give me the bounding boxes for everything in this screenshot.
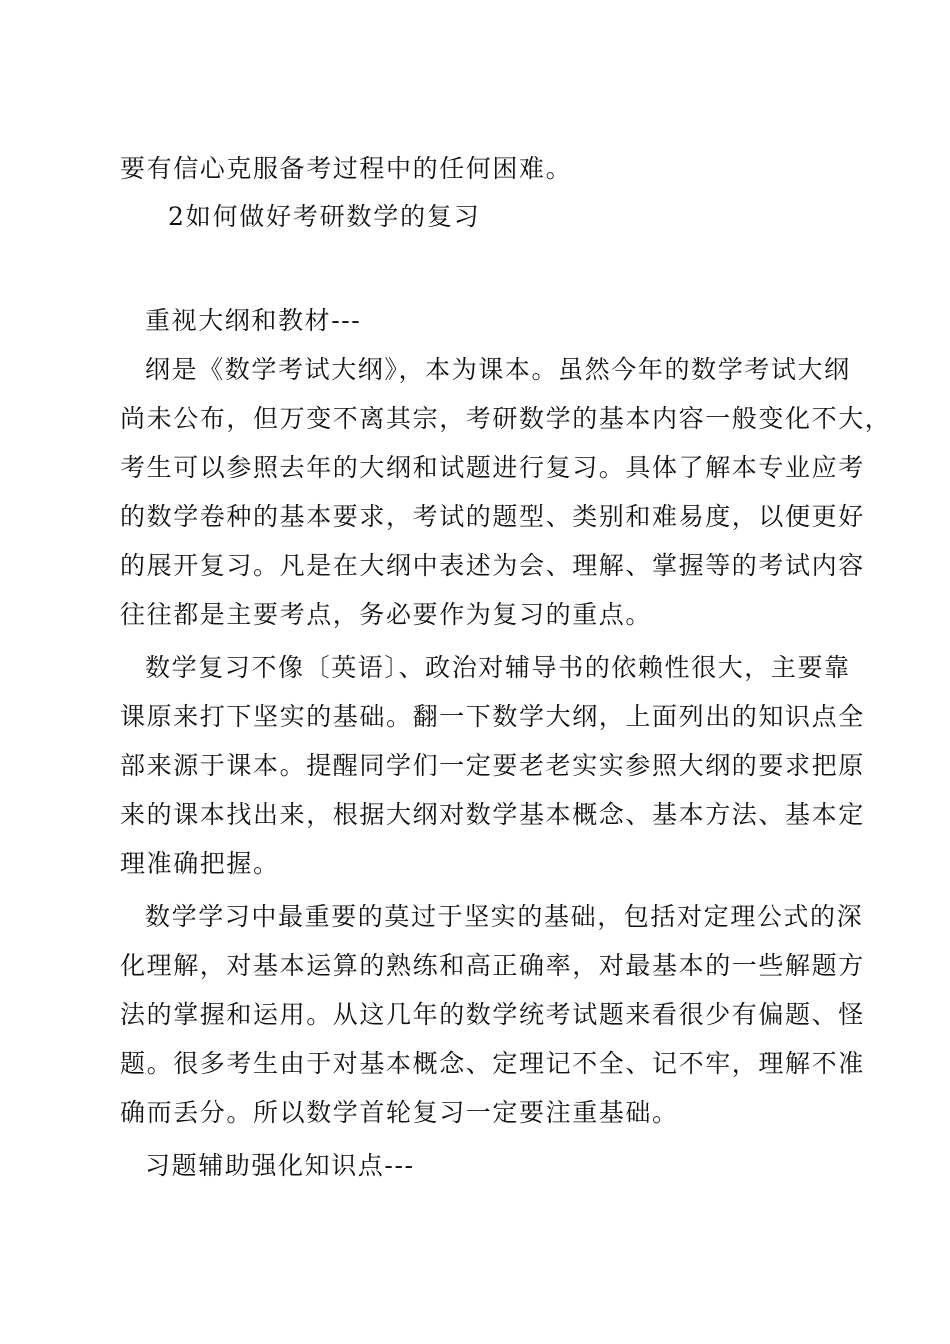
paragraph-1-line-5: 的展开复习。凡是在大纲中表述为会、理解、掌握等的考试内容 — [120, 551, 865, 580]
paragraph-2-line-5: 理准确把握。 — [120, 849, 280, 878]
paragraph-1-line-1: 纲是《数学考试大纲》，本为课本。虽然今年的数学考试大纲 — [145, 355, 851, 384]
text-line-1: 要有信心克服备考过程中的任何困难。 — [120, 154, 573, 183]
paragraph-1-line-4: 的数学卷种的基本要求，考试的题型、类别和难易度，以便更好 — [120, 502, 865, 531]
paragraph-1-line-3: 考生可以参照去年的大纲和试题进行复习。具体了解本专业应考 — [120, 453, 865, 482]
paragraph-3-line-4: 题。很多考生由于对基本概念、定理记不全、记不牢，理解不准 — [120, 1049, 865, 1078]
subheading-syllabus: 重视大纲和教材--- — [145, 306, 362, 335]
paragraph-2-line-4: 来的课本找出来，根据大纲对数学基本概念、基本方法、基本定 — [120, 800, 865, 829]
paragraph-2-line-3: 部来源于课本。提醒同学们一定要老老实实参照大纲的要求把原 — [120, 751, 865, 780]
paragraph-2-line-1: 数学复习不像〔英语〕、政治对辅导书的依赖性很大，主要靠 — [145, 653, 851, 682]
paragraph-1-line-6: 往往都是主要考点，务必要作为复习的重点。 — [120, 600, 653, 629]
paragraph-3-line-5: 确而丢分。所以数学首轮复习一定要注重基础。 — [120, 1098, 679, 1127]
section-heading: 2如何做好考研数学的复习 — [168, 202, 481, 231]
subheading-exercises: 习题辅助强化知识点--- — [145, 1151, 415, 1180]
paragraph-3-line-2: 化理解，对基本运算的熟练和高正确率，对最基本的一些解题方 — [120, 951, 865, 980]
paragraph-3-line-3: 法的掌握和运用。从这几年的数学统考试题来看很少有偏题、怪 — [120, 1000, 865, 1029]
paragraph-1-line-2: 尚未公布，但万变不离其宗，考研数学的基本内容一般变化不大， — [120, 404, 892, 433]
paragraph-3-line-1: 数学学习中最重要的莫过于坚实的基础，包括对定理公式的深 — [145, 902, 864, 931]
paragraph-2-line-2: 课原来打下坚实的基础。翻一下数学大纲，上面列出的知识点全 — [120, 702, 865, 731]
